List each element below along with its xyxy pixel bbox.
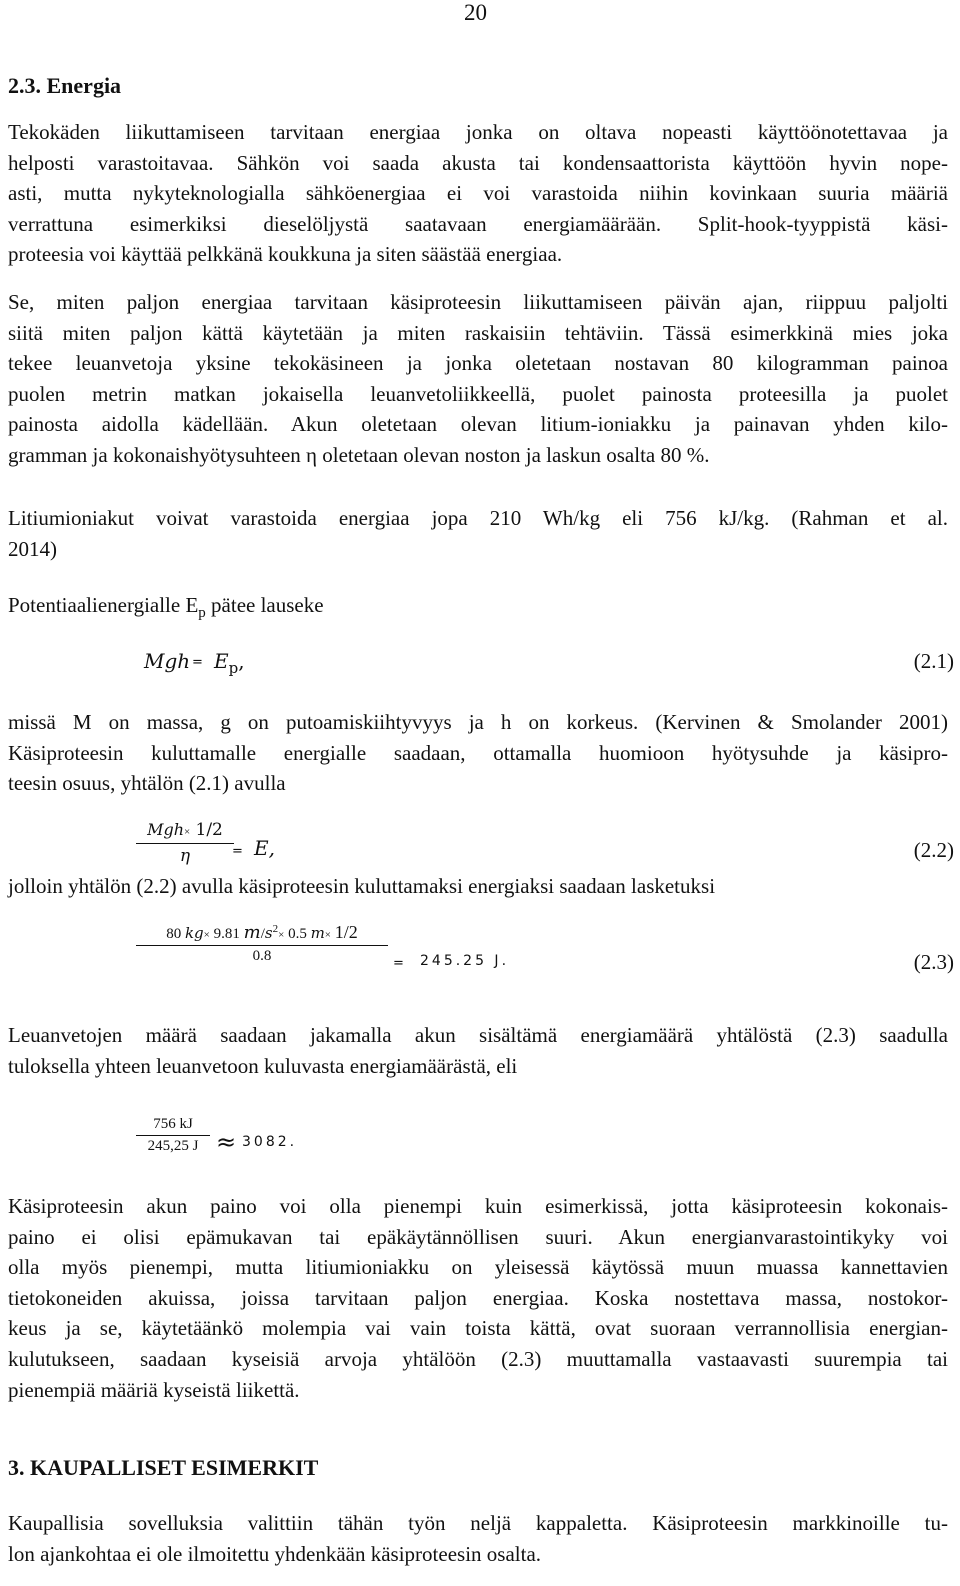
paragraph-1: [8, 117, 948, 270]
paragraph-6: jolloin yhtälön (2.2) avulla käsiproteesin kuluttamaksi energiaksi saadaan lasketuksi: [8, 874, 716, 898]
eq3-kg: kg: [184, 924, 204, 942]
eq3-equals: =: [393, 956, 404, 971]
eq2-rhs: E,: [254, 836, 275, 860]
eq3-height: 0.5: [288, 926, 307, 942]
text-line: teesin osuus, yhtälön (2.1) avulla: [8, 771, 286, 796]
text-line: tuloksella yhteen leuanvetoon kuluvasta energiamäärästä, eli: [8, 1053, 518, 1078]
equation-ratio: [0, 1116, 960, 1176]
eq1-rhs-symbol: E: [214, 649, 229, 673]
paragraph-2: [8, 287, 948, 471]
eq1-lhs: Mgh: [144, 649, 191, 673]
text-line: Käsiproteesin kuluttamalle energialle saadaan, ottamalla huomioon hyötysuhde ja käsipro-: [8, 740, 948, 765]
text-line: keus ja se, käytetäänkö molempia vai vain toista kättä, ovat suoraan verrannollisia energian-: [8, 1316, 948, 1341]
eq1-equals: =: [192, 655, 203, 670]
paragraph-8: [8, 1191, 948, 1405]
paragraph-3: [8, 503, 948, 564]
text-line: gramman ja kokonaishyötysuhteen η oletetaan olevan noston ja laskun osalta 80 %.: [8, 442, 710, 467]
eq3-half: 1/2: [334, 922, 358, 942]
text-line: Leuanvetojen määrä saadaan jakamalla akun sisältämä energiamäärä yhtälöstä (2.3) saadulla: [8, 1023, 948, 1047]
eq2-numerator: [136, 816, 234, 844]
equation-number-2-2: (2.2): [913, 838, 954, 862]
text-line: Litiumioniakut voivat varastoida energiaa jopa 210 Wh/kg eli 756 kJ/kg. (Rahman et al.: [8, 506, 948, 530]
text-line: Se, miten paljon energiaa tarvitaan käsiproteesin liikuttamiseen päivän ajan, riippuu paljolti: [8, 290, 948, 314]
text-line: Käsiproteesin akun paino voi olla pienempi kuin esimerkissä, jotta käsiproteesin kokonais-: [8, 1194, 948, 1218]
eq3-unit-s: s: [264, 924, 273, 942]
text-line: missä M on massa, g on putoamiskiihtyvyys ja h on korkeus. (Kervinen & Smolander 2001): [8, 710, 948, 734]
eq3-gravity: 9.81: [213, 926, 240, 942]
eq2-denominator: η: [179, 846, 191, 866]
text-line: tietokoneiden akuissa, joissa tarvitaan paljon energiaa. Koska nostettava massa, nostokor-: [8, 1285, 948, 1310]
subscript: p: [198, 605, 206, 622]
text-line: puolen metrin matkan jokaisella leuanvetoliikkeellä, puolet painosta proteesilla ja puolet: [8, 381, 948, 406]
ratio-denominator: 245,25 J: [147, 1138, 199, 1154]
equation-number-2-1: (2.1): [913, 649, 954, 673]
eq3-denominator: 0.8: [252, 948, 272, 964]
ratio-result: 3082.: [242, 1134, 298, 1150]
section-heading-energy: 2.3. Energia: [8, 73, 122, 98]
page-number: 20: [464, 0, 487, 25]
eq3-result: 245.25 J.: [420, 953, 510, 969]
text-line: asti, mutta nykyteknologialla sähköenergiaa ei voi varastoida niihin kovinkaan suuria määriä: [8, 181, 948, 206]
eq3-times-2: ×: [278, 929, 285, 941]
text-line: siitä miten paljon kättä käytetään ja miten raskaisiin tehtäviin. Tässä esimerkkinä mies joka: [8, 320, 948, 345]
section-heading-commercial: 3. KAUPALLISET ESIMERKIT: [8, 1455, 319, 1480]
equation-2-1: [0, 645, 960, 705]
text-line: tekee leuanvetoja yksine tekokäsineen ja jonka oletetaan nostavan 80 kilogramman painoa: [8, 351, 948, 376]
eq1-rhs-subscript: p: [228, 659, 239, 677]
eq3-numerator: 80 kg× 9.81 $m/s^2\times 0.5$ m× 1/2: [136, 922, 388, 946]
paragraph-7: [8, 1020, 948, 1081]
eq1-rhs: [214, 649, 245, 677]
eq3-mass: 80: [166, 926, 182, 942]
eq2-fraction: [136, 816, 234, 866]
text-line: Tekokäden liikuttamiseen tarvitaan energiaa jonka on oltava nopeasti käyttöönotettavaa ja: [8, 120, 948, 144]
equation-2-3: [0, 920, 960, 1000]
eq3-times-3: ×: [324, 929, 332, 941]
eq2-times: ×: [184, 826, 191, 838]
eq3-fraction: [136, 922, 388, 965]
text-line: paino ei olisi epämukavan tai epäkäytännöllisen suuri. Akun energianvarastointikyky voi: [8, 1224, 948, 1249]
approx-symbol: ≈: [216, 1128, 237, 1156]
text-line: 2014): [8, 536, 57, 561]
text-line: Kaupallisia sovelluksia valittiin tähän työn neljä kappaletta. Käsiproteesin markkinoille tu-: [8, 1511, 948, 1535]
eq3-height-m: m: [310, 924, 325, 942]
ratio-numerator-text: 756 kJ: [153, 1116, 193, 1132]
text-line: proteesia voi käyttää pelkkänä koukkuna ja siten säästää energiaa.: [8, 242, 563, 267]
eq2-mgh: Mgh: [147, 820, 185, 839]
text-line: pienempiä määriä kyseistä liikettä.: [8, 1377, 300, 1402]
paragraph-4: [8, 590, 948, 629]
eq3-times-1: ×: [203, 929, 210, 941]
text-line: helposti varastoitavaa. Sähkön voi saada akusta tai kondensaattorista käyttöön hyvin nope-: [8, 150, 948, 175]
text-line: painosta aidolla kädellään. Akun oletetaan olevan litium-ioniakku ja painavan yhden kilo-: [8, 412, 948, 437]
text-line: olla myös pienempi, mutta litiumioniakku on yleisessä käytössä muun muassa kannettavien: [8, 1255, 948, 1280]
text-run: pätee lauseke: [205, 593, 324, 617]
ratio-fraction: [136, 1116, 210, 1155]
eq2-half: 1/2: [195, 820, 223, 840]
eq1-comma: ,: [238, 649, 245, 673]
paragraph-5: [8, 707, 948, 799]
text-line: kulutukseen, saadaan kyseisiä arvoja yhtälöön (2.3) muuttamalla vastaavasti suurempia tai: [8, 1346, 948, 1371]
eq3-squared: 2: [272, 923, 279, 935]
paragraph-commercial: [8, 1508, 948, 1569]
text-line: lon ajankohtaa ei ole ilmoitettu yhdenkään käsiproteesin osalta.: [8, 1541, 542, 1566]
ratio-numerator: [136, 1116, 210, 1136]
eq2-equals: =: [232, 844, 243, 859]
text-run: Potentiaalienergialle E: [8, 593, 199, 617]
text-line: verrattuna esimerkiksi dieselöljystä saatavaan energiamäärään. Split-hook-tyyppistä käsi-: [8, 211, 948, 236]
equation-number-2-3: (2.3): [913, 950, 954, 974]
eq3-unit-m: m: [243, 922, 261, 943]
